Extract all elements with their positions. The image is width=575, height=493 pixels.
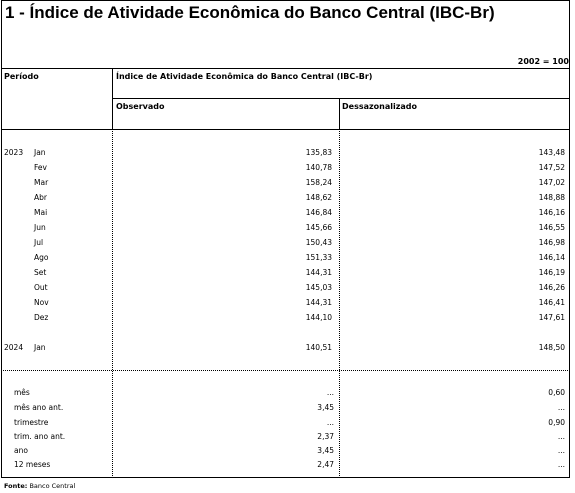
page-title: 1 - Índice de Atividade Econômica do Banco Central (IBC-Br) (5, 3, 495, 22)
variation-observed-value: 2,37 (317, 432, 334, 441)
observed-column-dotted (339, 129, 340, 478)
variation-adjusted-value: ... (557, 403, 565, 412)
variation-observed-value: 3,45 (317, 403, 334, 412)
variation-adjusted-value: 0,90 (548, 418, 565, 427)
row-adjusted-value: 147,52 (538, 163, 565, 172)
adjusted-header: Dessazonalizado (342, 102, 417, 111)
observed-header: Observado (116, 102, 165, 111)
base-note: 2002 = 100 (517, 57, 569, 66)
observed-column-divider (339, 98, 340, 129)
row-observed-value: 135,83 (305, 148, 332, 157)
row-adjusted-value: 148,88 (538, 193, 565, 202)
variation-label: mês (14, 388, 30, 397)
row-adjusted-value: 146,98 (538, 238, 565, 247)
variation-label: mês ano ant. (14, 403, 64, 412)
row-month: Jan (34, 343, 46, 352)
row-month: Jul (34, 238, 44, 247)
row-observed-value: 144,10 (305, 313, 332, 322)
row-month: Set (34, 268, 47, 277)
row-adjusted-value: 143,48 (538, 148, 565, 157)
row-observed-value: 144,31 (305, 298, 332, 307)
variation-adjusted-value: ... (557, 432, 565, 441)
row-adjusted-value: 146,16 (538, 208, 565, 217)
row-observed-value: 151,33 (305, 253, 332, 262)
variation-adjusted-value: ... (557, 446, 565, 455)
row-adjusted-value: 148,50 (538, 343, 565, 352)
row-observed-value: 145,66 (305, 223, 332, 232)
row-adjusted-value: 146,55 (538, 223, 565, 232)
row-year: 2023 (4, 148, 24, 157)
variation-adjusted-value: 0,60 (548, 388, 565, 397)
row-adjusted-value: 146,14 (538, 253, 565, 262)
row-month: Dez (34, 313, 49, 322)
row-observed-value: 148,62 (305, 193, 332, 202)
variation-top-rule (1, 370, 570, 371)
row-observed-value: 145,03 (305, 283, 332, 292)
row-adjusted-value: 146,19 (538, 268, 565, 277)
variation-observed-value: 3,45 (317, 446, 334, 455)
variation-label: trim. ano ant. (14, 432, 66, 441)
variation-observed-value: ... (326, 418, 334, 427)
variation-label: 12 meses (14, 460, 51, 469)
row-adjusted-value: 147,61 (538, 313, 565, 322)
row-month: Nov (34, 298, 49, 307)
row-adjusted-value: 146,26 (538, 283, 565, 292)
variation-observed-value: 2,47 (317, 460, 334, 469)
row-adjusted-value: 147,02 (538, 178, 565, 187)
variation-label: trimestre (14, 418, 49, 427)
row-month: Fev (34, 163, 47, 172)
index-group-header: Índice de Atividade Econômica do Banco Central (IBC-Br) (116, 72, 373, 81)
source-note (4, 482, 75, 490)
period-header: Período (4, 72, 39, 81)
variation-adjusted-value: ... (557, 460, 565, 469)
row-observed-value: 146,84 (305, 208, 332, 217)
variation-label: ano (14, 446, 28, 455)
row-month: Mar (34, 178, 49, 187)
row-observed-value: 150,43 (305, 238, 332, 247)
row-year: 2024 (4, 343, 24, 352)
header-bottom-rule (1, 129, 570, 130)
row-observed-value: 140,51 (305, 343, 332, 352)
row-observed-value: 140,78 (305, 163, 332, 172)
row-adjusted-value: 146,41 (538, 298, 565, 307)
row-observed-value: 144,31 (305, 268, 332, 277)
source-value: Banco Central (29, 482, 76, 490)
variation-observed-value: ... (326, 388, 334, 397)
period-column-dotted (112, 129, 113, 478)
row-month: Abr (34, 193, 47, 202)
row-month: Jan (34, 148, 46, 157)
period-column-divider (112, 68, 113, 129)
source-label: Fonte: (4, 482, 28, 490)
row-month: Ago (34, 253, 49, 262)
header-sub-rule (112, 98, 570, 99)
row-observed-value: 158,24 (305, 178, 332, 187)
header-top-rule (1, 68, 570, 69)
row-month: Jun (34, 223, 46, 232)
row-month: Mai (34, 208, 48, 217)
row-month: Out (34, 283, 48, 292)
